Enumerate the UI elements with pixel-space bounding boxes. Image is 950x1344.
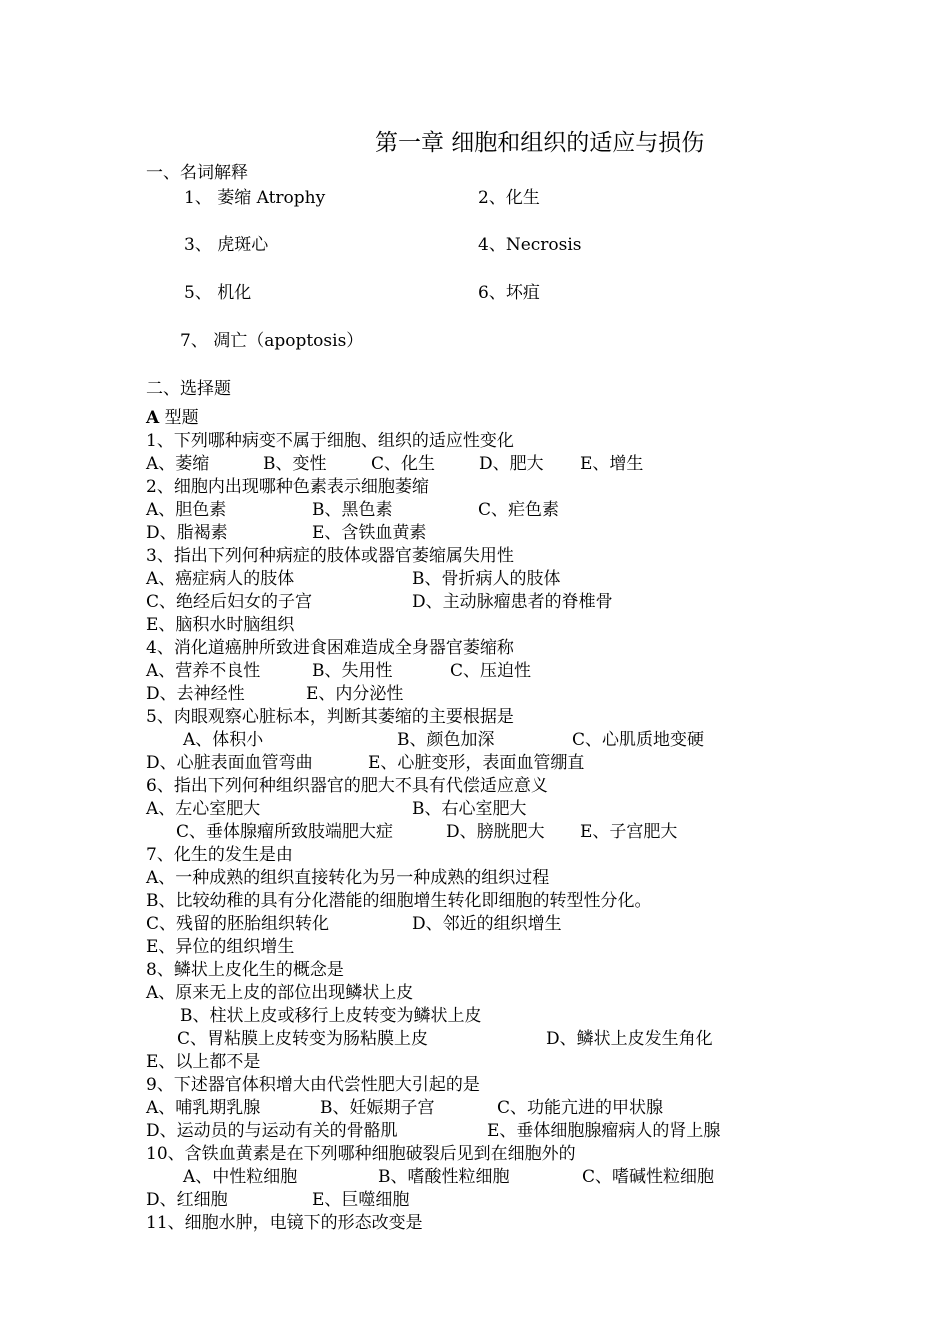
- option: C、残留的胚胎组织转化: [146, 914, 330, 934]
- question-stem: 5、肉眼观察心脏标本，判断其萎缩的主要根据是: [146, 707, 514, 727]
- option: D、主动脉瘤患者的脊椎骨: [412, 592, 613, 612]
- option: A、癌症病人的肢体: [146, 569, 295, 589]
- term-6: 6、坏疽: [478, 283, 540, 303]
- option: A、哺乳期乳腺: [146, 1098, 261, 1118]
- option: E、以上都不是: [146, 1052, 261, 1072]
- option: E、垂体细胞腺瘤病人的肾上腺: [487, 1121, 721, 1141]
- option: E、含铁血黄素: [312, 523, 427, 543]
- option: D、膀胱肥大: [446, 822, 545, 842]
- option: D、心脏表面血管弯曲: [146, 753, 313, 773]
- option: E、异位的组织增生: [146, 937, 295, 957]
- option: C、心肌质地变硬: [572, 730, 705, 750]
- option: D、鳞状上皮发生角化: [546, 1029, 713, 1049]
- question-stem: 10、含铁血黄素是在下列哪种细胞破裂后见到在细胞外的: [146, 1144, 576, 1164]
- question-type-text: 型题: [159, 408, 199, 428]
- option: E、脑积水时脑组织: [146, 615, 295, 635]
- option: B、失用性: [312, 661, 393, 681]
- option: A、萎缩: [146, 454, 210, 474]
- option: B、嗜酸性粒细胞: [378, 1167, 510, 1187]
- option: C、绝经后妇女的子宫: [146, 592, 313, 612]
- option: B、妊娠期子宫: [320, 1098, 435, 1118]
- option: A、原来无上皮的部位出现鳞状上皮: [146, 983, 414, 1003]
- option: A、左心室肥大: [146, 799, 261, 819]
- term-4: 4、Necrosis: [478, 235, 582, 255]
- option: A、体积小: [183, 730, 264, 750]
- question-stem: 9、下述器官体积增大由代尝性肥大引起的是: [146, 1075, 480, 1095]
- option: B、右心室肥大: [412, 799, 527, 819]
- question-stem: 11、细胞水肿，电镜下的形态改变是: [146, 1213, 423, 1233]
- option: B、颜色加深: [397, 730, 495, 750]
- question-stem: 2、细胞内出现哪种色素表示细胞萎缩: [146, 477, 429, 497]
- option: B、黑色素: [312, 500, 393, 520]
- option: E、巨噬细胞: [312, 1190, 410, 1210]
- option: C、压迫性: [450, 661, 532, 681]
- option: A、一种成熟的组织直接转化为另一种成熟的组织过程: [146, 868, 550, 888]
- option: E、心脏变形，表面血管绷直: [368, 753, 585, 773]
- question-stem: 8、鳞状上皮化生的概念是: [146, 960, 344, 980]
- option: C、功能亢进的甲状腺: [497, 1098, 664, 1118]
- term-3: 3、 虎斑心: [184, 235, 269, 255]
- option: A、胆色素: [146, 500, 227, 520]
- option: C、嗜碱性粒细胞: [582, 1167, 715, 1187]
- question-stem: 4、消化道癌肿所致进食困难造成全身器官萎缩称: [146, 638, 514, 658]
- question-stem: 1、下列哪种病变不属于细胞、组织的适应性变化: [146, 431, 514, 451]
- option: C、化生: [371, 454, 436, 474]
- option: B、柱状上皮或移行上皮转变为鳞状上皮: [180, 1006, 482, 1026]
- option: E、子宫肥大: [580, 822, 678, 842]
- option: E、增生: [580, 454, 644, 474]
- option: D、邻近的组织增生: [412, 914, 562, 934]
- question-type-label: [146, 407, 199, 430]
- option: D、运动员的与运动有关的骨骼肌: [146, 1121, 398, 1141]
- question-type-letter: A: [146, 408, 160, 428]
- option: C、胃粘膜上皮转变为肠粘膜上皮: [177, 1029, 429, 1049]
- section-heading-definitions: 一、名词解释: [146, 163, 248, 183]
- section-heading-choice: 二、选择题: [146, 379, 231, 399]
- term-7: 7、 凋亡（apoptosis）: [180, 331, 364, 351]
- term-2: 2、化生: [478, 188, 540, 208]
- option: D、红细胞: [146, 1190, 228, 1210]
- option: D、肥大: [479, 454, 544, 474]
- term-1: 1、 萎缩 Atrophy: [184, 188, 326, 208]
- term-5: 5、 机化: [184, 283, 252, 303]
- question-stem: 6、指出下列何种组织器官的肥大不具有代偿适应意义: [146, 776, 548, 796]
- option: C、垂体腺瘤所致肢端肥大症: [176, 822, 394, 842]
- question-stem: 3、指出下列何种病症的肢体或器官萎缩属失用性: [146, 546, 514, 566]
- option: B、变性: [263, 454, 327, 474]
- question-stem: 7、化生的发生是由: [146, 845, 293, 865]
- option: C、疟色素: [478, 500, 560, 520]
- option: A、营养不良性: [146, 661, 261, 681]
- option: D、去神经性: [146, 684, 245, 704]
- page-title: 第一章 细胞和组织的适应与损伤: [375, 130, 705, 156]
- option: D、脂褐素: [146, 523, 228, 543]
- option: B、骨折病人的肢体: [412, 569, 561, 589]
- option: A、中性粒细胞: [183, 1167, 298, 1187]
- option: E、内分泌性: [306, 684, 404, 704]
- option: B、比较幼稚的具有分化潜能的细胞增生转化即细胞的转型性分化。: [146, 891, 652, 911]
